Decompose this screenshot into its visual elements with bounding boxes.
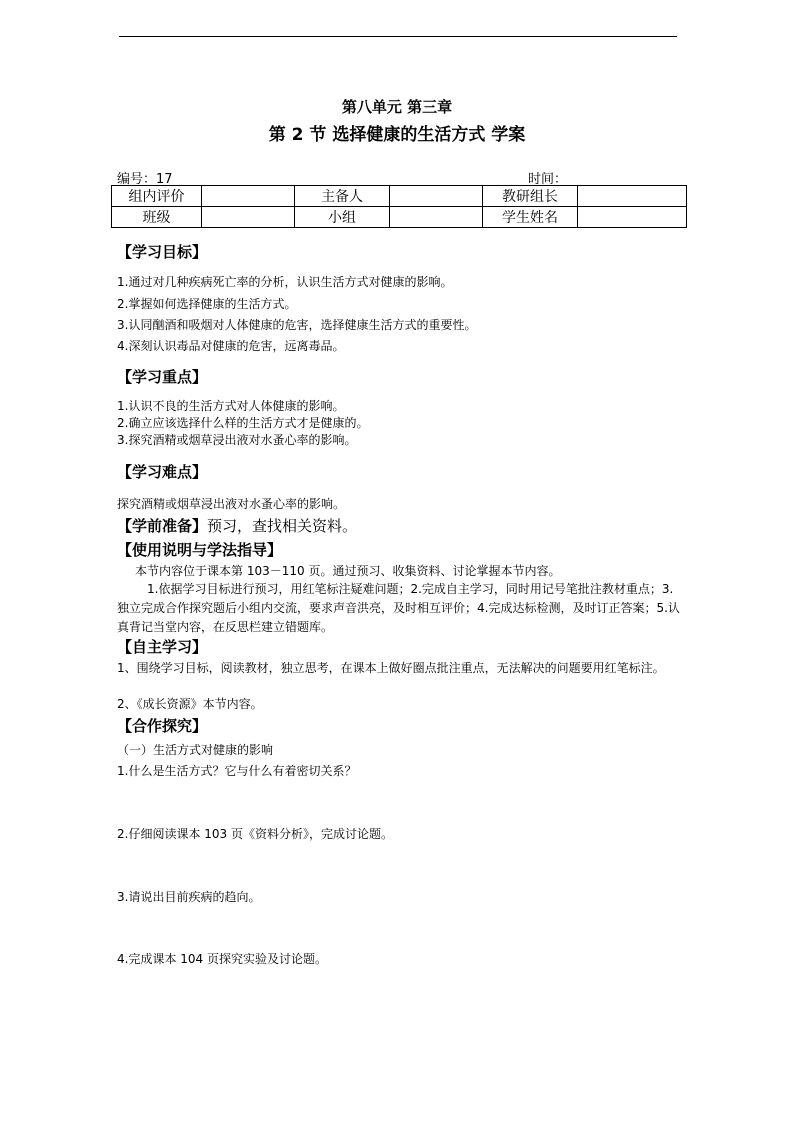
table-cell-value[interactable] — [390, 207, 483, 228]
number-label: 编号：17 — [117, 172, 173, 187]
key-point-item: 1.认识不良的生活方式对人体健康的影响。 — [117, 399, 345, 413]
question-item: 1.什么是生活方式？它与什么有着密切关系？ — [117, 764, 357, 778]
difficulties-text: 探究酒精或烟草浸出液对水蚤心率的影响。 — [117, 497, 346, 511]
question-item: 3.请说出目前疾病的趋向。 — [117, 890, 261, 904]
key-point-item: 2.确立应该选择什么样的生活方式才是健康的。 — [117, 416, 369, 430]
preparation-text: 预习，查找相关资料。 — [207, 517, 358, 535]
self-study-heading: 【自主学习】 — [117, 638, 208, 656]
question-item: 2.仔细阅读课本 103 页《资料分析》，完成讨论题。 — [117, 827, 393, 841]
table-cell-value[interactable] — [202, 186, 295, 207]
instructions-line: 本节内容位于课本第 103－110 页。通过预习、收集资料、讨论掌握本节内容。 — [135, 564, 561, 578]
time-label: 时间： — [528, 172, 568, 187]
instructions-heading: 【使用说明与学法指导】 — [117, 541, 283, 559]
self-study-item: 1、围绕学习目标，阅读教材，独立思考，在课本上做好圈点批注重点，无法解决的问题要用红笔标注。 — [117, 661, 665, 675]
goal-item: 1.通过对几种疾病死亡率的分析，认识生活方式对健康的影响。 — [117, 275, 453, 289]
table-cell-label: 班级 — [112, 207, 202, 228]
preparation-heading-label: 【学前准备】 — [117, 517, 208, 535]
table-cell-label: 主备人 — [295, 186, 390, 207]
table-row — [112, 186, 687, 207]
table-cell-label: 教研组长 — [483, 186, 578, 207]
key-point-item: 3.探究酒精或烟草浸出液对水蚤心率的影响。 — [117, 433, 357, 447]
unit-chapter-title: 第八单元 第三章 — [341, 98, 453, 116]
goal-item: 2.掌握如何选择健康的生活方式。 — [117, 297, 297, 311]
cooperation-subheading: （一）生活方式对健康的影响 — [117, 743, 274, 757]
table-row — [112, 207, 687, 228]
table-cell-value[interactable] — [390, 186, 483, 207]
table-cell-value[interactable] — [202, 207, 295, 228]
table-cell-label: 组内评价 — [112, 186, 202, 207]
self-study-item: 2、《成长资源》本节内容。 — [117, 697, 263, 711]
goal-item: 3.认同酗酒和吸烟对人体健康的危害，选择健康生活方式的重要性。 — [117, 318, 477, 332]
info-table — [111, 185, 687, 228]
table-cell-value[interactable] — [578, 186, 687, 207]
preparation-heading — [117, 515, 357, 536]
goals-heading: 【学习目标】 — [117, 243, 208, 261]
cooperation-heading: 【合作探究】 — [117, 717, 208, 735]
difficulties-heading: 【学习难点】 — [117, 463, 208, 481]
lesson-title: 第 2 节 选择健康的生活方式 学案 — [268, 125, 526, 145]
table-cell-value[interactable] — [578, 207, 687, 228]
header-rule — [119, 36, 677, 37]
table-cell-label: 学生姓名 — [483, 207, 578, 228]
goal-item: 4.深刻认识毒品对健康的危害，远离毒品。 — [117, 339, 345, 353]
key-points-heading: 【学习重点】 — [117, 368, 208, 386]
question-item: 4.完成课本 104 页探究实验及讨论题。 — [117, 952, 327, 966]
table-cell-label: 小组 — [295, 207, 390, 228]
instructions-paragraph: 1.依据学习目标进行预习，用红笔标注疑难问题；2.完成自主学习，同时用记号笔批注教材重点；3.独立完成合作探究题后小组内交流，要求声音洪亮，及时相互评价；4.完成达标检测，及时订正答案；5.认真背记当堂内容，在反思栏建立错题库。 — [117, 582, 680, 634]
